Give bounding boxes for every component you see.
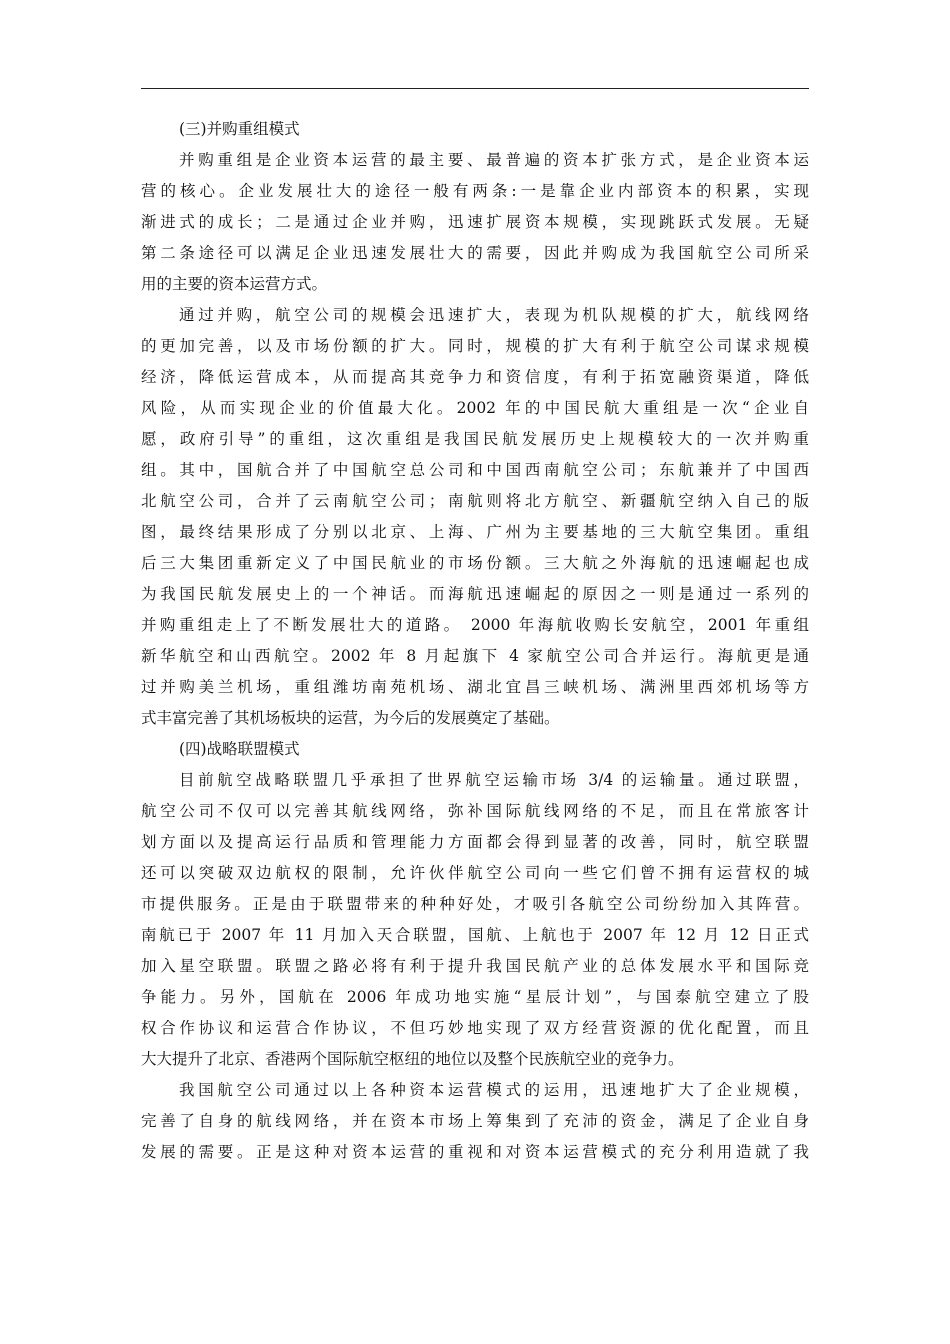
text-line: 渐进式的成长；二是通过企业并购，迅速扩展资本规模，实现跳跃式发展。无疑: [141, 213, 809, 231]
text-line: 南航已于 2007 年 11 月加入天合联盟，国航、上航也于 2007 年 12 月 12 日正式: [141, 926, 809, 944]
text-line: 争能力。另外，国航在 2006 年成功地实施“星辰计划”，与国泰航空建立了股: [141, 988, 809, 1006]
section-heading: (四)战略联盟模式: [179, 740, 300, 758]
text-line: 第二条途径可以满足企业迅速发展壮大的需要，因此并购成为我国航空公司所采: [141, 244, 809, 262]
text-line: 的更加完善，以及市场份额的扩大。同时，规模的扩大有利于航空公司谋求规模: [141, 337, 809, 355]
text-line: 大大提升了北京、香港两个国际航空枢纽的地位以及整个民族航空业的竞争力。: [141, 1050, 684, 1068]
text-line: 后三大集团重新定义了中国民航业的市场份额。三大航之外海航的迅速崛起也成: [141, 554, 809, 572]
text-line: 营的核心。企业发展壮大的途径一般有两条:一是靠企业内部资本的积累，实现: [141, 182, 809, 200]
text-line: 愿，政府引导”的重组，这次重组是我国民航发展历史上规模较大的一次并购重: [141, 430, 809, 448]
text-line: 北航空公司，合并了云南航空公司；南航则将北方航空、新疆航空纳入自己的版: [141, 492, 809, 510]
paragraph: [141, 765, 809, 1075]
header-rule: [141, 88, 809, 89]
text-line: 发展的需要。正是这种对资本运营的重视和对资本运营模式的充分利用造就了我: [141, 1143, 809, 1161]
document-body: [141, 114, 809, 1168]
paragraph: [141, 300, 809, 734]
paragraph: [141, 145, 809, 300]
text-line: 风险，从而实现企业的价值最大化。2002 年的中国民航大重组是一次“企业自: [141, 399, 809, 417]
text-line: 过并购美兰机场，重组潍坊南苑机场、湖北宜昌三峡机场、满洲里西郊机场等方: [141, 678, 809, 696]
text-line: 我国航空公司通过以上各种资本运营模式的运用，迅速地扩大了企业规模，: [179, 1081, 809, 1099]
text-line: 并购重组走上了不断发展壮大的道路。 2000 年海航收购长安航空，2001 年重组: [141, 616, 809, 634]
text-line: 并购重组是企业资本运营的最主要、最普遍的资本扩张方式，是企业资本运: [179, 151, 809, 169]
text-line: 权合作协议和运营合作协议，不但巧妙地实现了双方经营资源的优化配置，而且: [141, 1019, 809, 1037]
text-line: 新华航空和山西航空。2002 年 8 月起旗下 4 家航空公司合并运行。海航更是通: [141, 647, 809, 665]
text-line: 加入星空联盟。联盟之路必将有利于提升我国民航产业的总体发展水平和国际竞: [141, 957, 809, 975]
text-line: 经济，降低运营成本，从而提高其竞争力和资信度，有利于拓宽融资渠道，降低: [141, 368, 809, 386]
paragraph: [141, 1075, 809, 1168]
text-line: 通过并购，航空公司的规模会迅速扩大，表现为机队规模的扩大，航线网络: [179, 306, 809, 324]
text-line: 目前航空战略联盟几乎承担了世界航空运输市场 3/4 的运输量。通过联盟，: [179, 771, 809, 789]
text-line: 组。其中，国航合并了中国航空总公司和中国西南航空公司；东航兼并了中国西: [141, 461, 809, 479]
section-heading: (三)并购重组模式: [179, 120, 300, 138]
text-line: 完善了自身的航线网络，并在资本市场上筹集到了充沛的资金，满足了企业自身: [141, 1112, 809, 1130]
text-line: 为我国民航发展史上的一个神话。而海航迅速崛起的原因之一则是通过一系列的: [141, 585, 809, 603]
text-line: 还可以突破双边航权的限制，允许伙伴航空公司向一些它们曾不拥有运营权的城: [141, 864, 809, 882]
text-line: 航空公司不仅可以完善其航线网络，弥补国际航线网络的不足，而且在常旅客计: [141, 802, 809, 820]
text-line: 式丰富完善了其机场板块的运营，为今后的发展奠定了基础。: [141, 709, 560, 727]
text-line: 市提供服务。正是由于联盟带来的种种好处，才吸引各航空公司纷纷加入其阵营。: [141, 895, 809, 913]
text-line: 用的主要的资本运营方式。: [141, 275, 328, 293]
text-line: 划方面以及提高运行品质和管理能力方面都会得到显著的改善，同时，航空联盟: [141, 833, 809, 851]
text-line: 图，最终结果形成了分别以北京、上海、广州为主要基地的三大航空集团。重组: [141, 523, 809, 541]
